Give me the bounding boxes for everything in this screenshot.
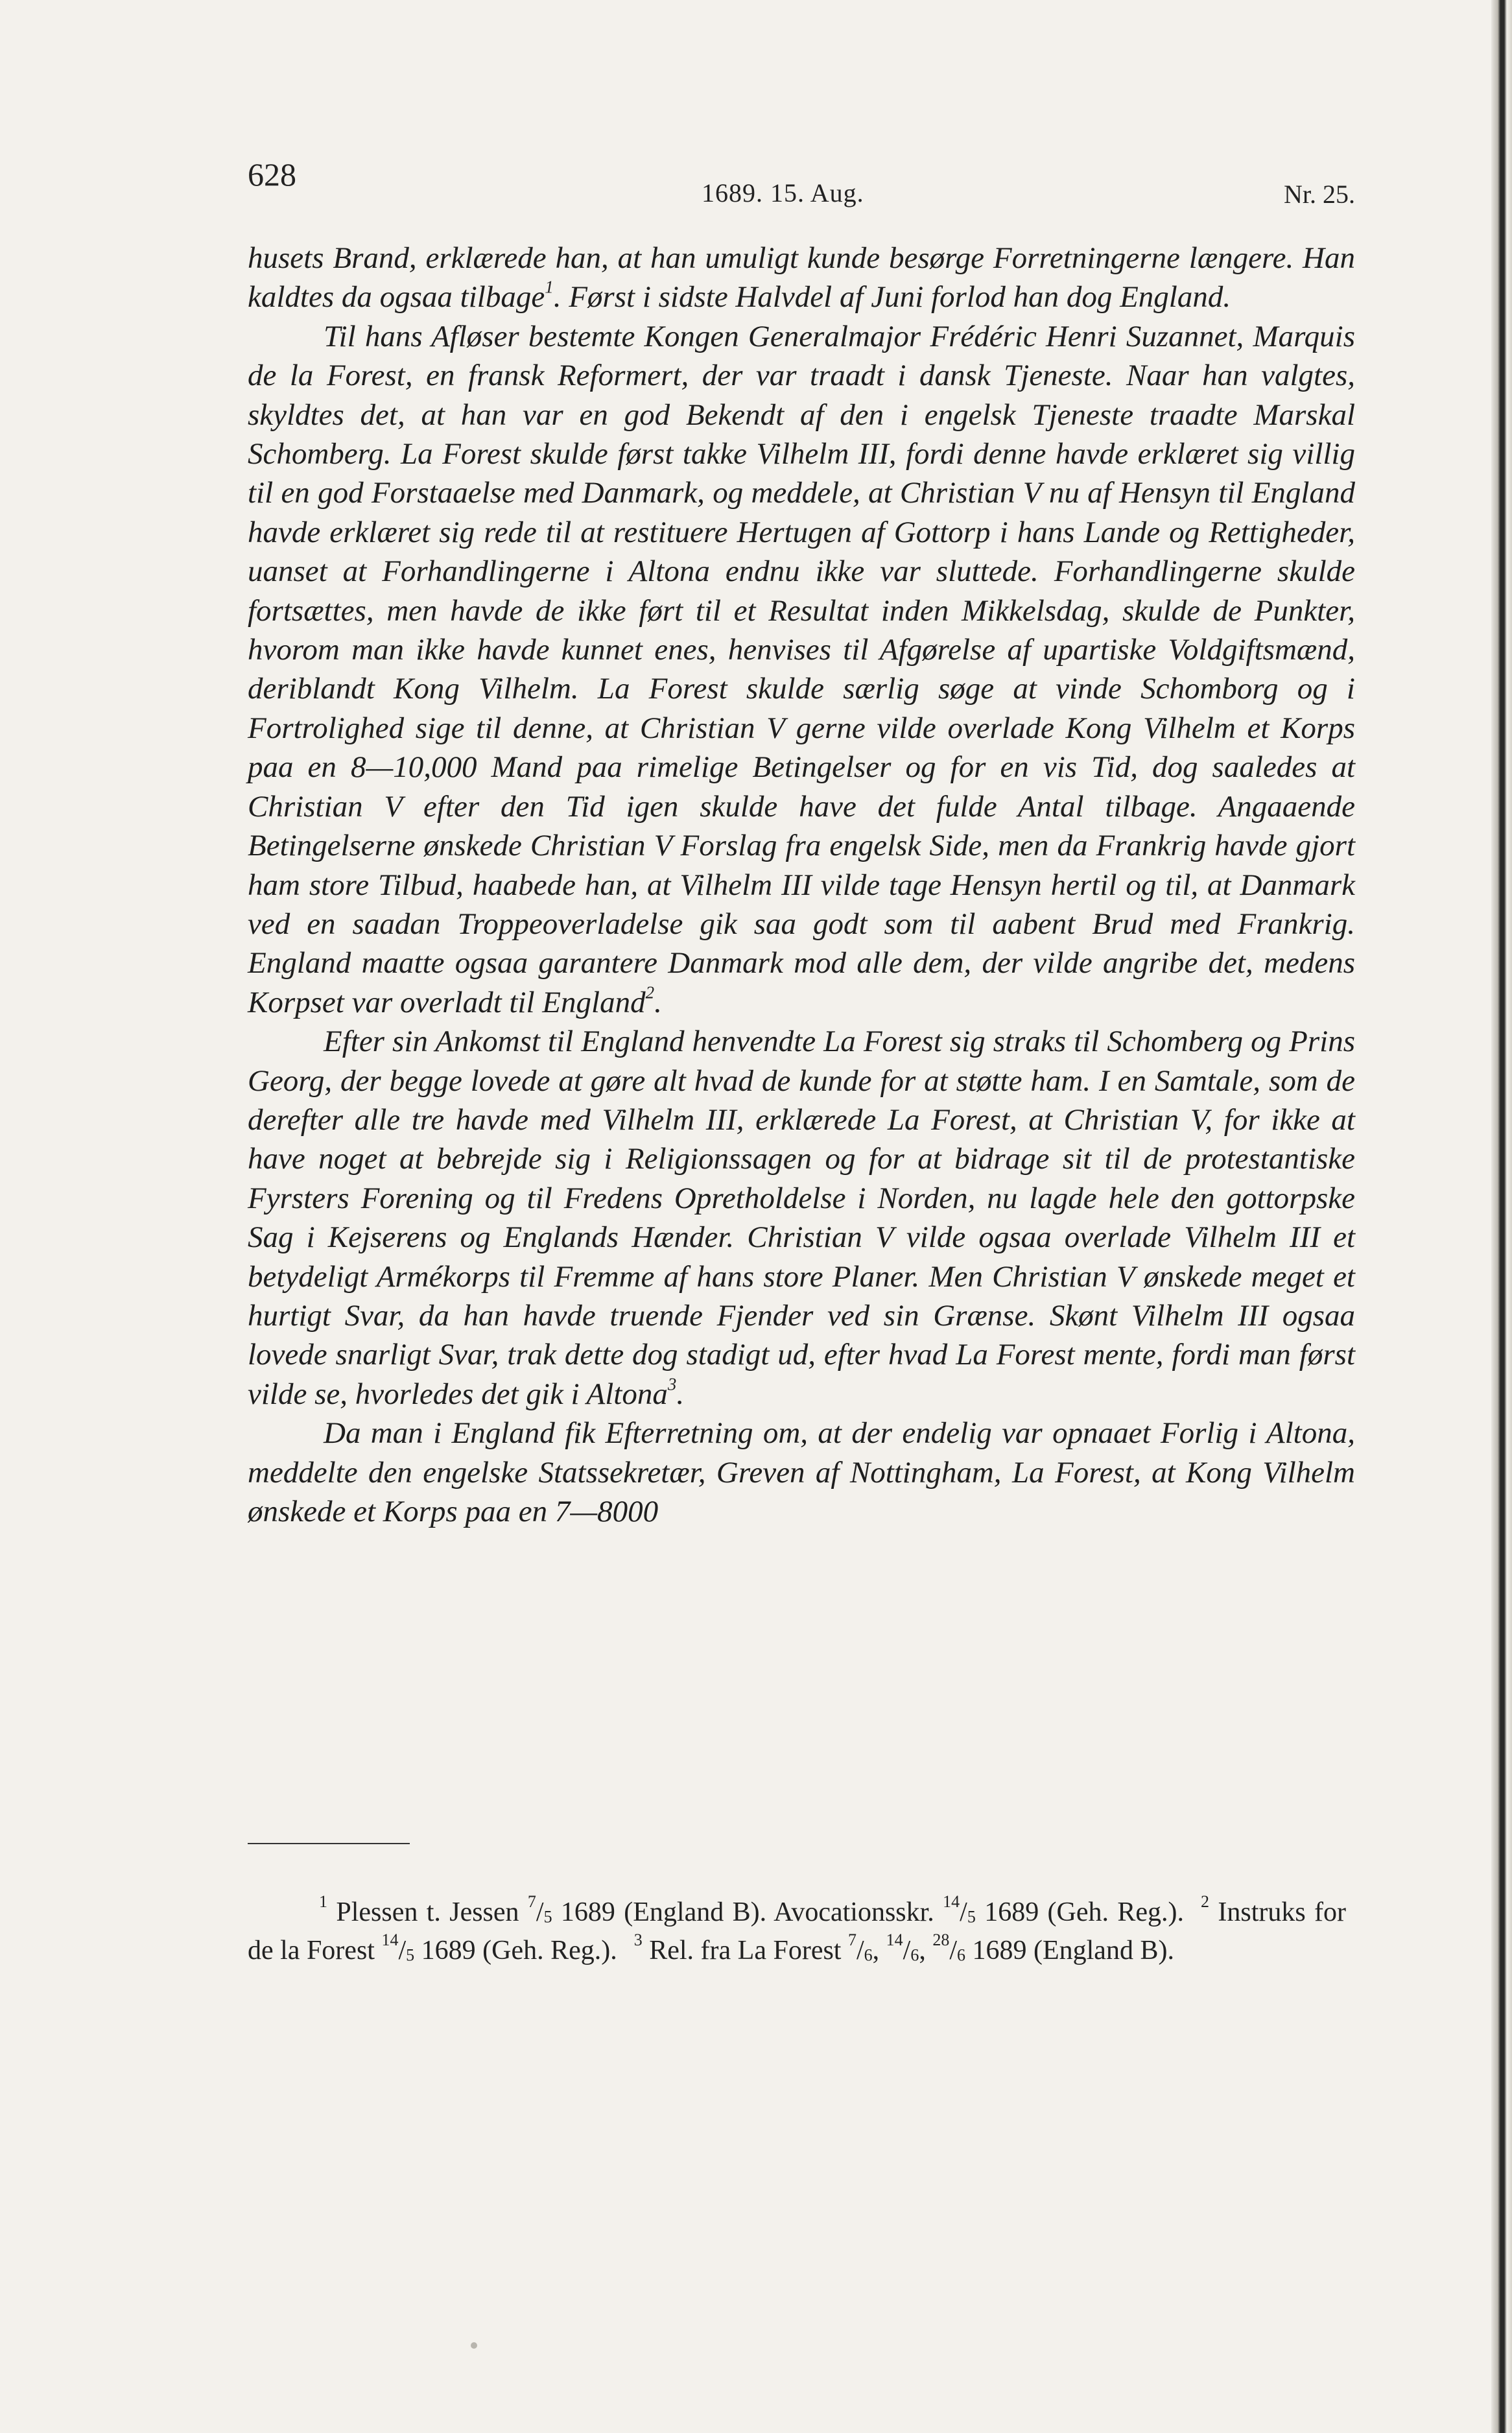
footnotes	[248, 1893, 1346, 1970]
footnote	[633, 1930, 1174, 1965]
date-day: 7	[527, 1892, 536, 1912]
footnote-text: 1689 (Geh. Reg.).	[414, 1936, 617, 1965]
text-run: . Først i sidste Halvdel af Juni forlod han dog England.	[553, 280, 1231, 315]
footnote-reference: 1	[545, 277, 554, 297]
footnote-text: 1689 (England B). Avocationsskr.	[552, 1897, 943, 1927]
date-fraction	[847, 1930, 873, 1965]
text-run: .	[654, 985, 662, 1019]
date-day: 7	[847, 1930, 856, 1950]
date-day: 14	[886, 1930, 903, 1950]
fraction-slash: /	[903, 1936, 911, 1965]
text-run: Efter sin Ankomst til England henvendte La Forest sig straks til Schomberg og Prins Georg, der begge lovede at gøre alt hvad de kunde for at støtte ham. I en Samtale, som de derefter alle tre havde med Vilhelm III, erklærede La Forest, at Christian V, for ikke at have noget at bebrejde sig i Religionssagen og for at bidrage sit til de protestantiske Fyrsters Forening og til Fredens Opretholdelse i Norden, nu lagde hele den gottorpske Sag i Kejserens og Englands Hænder. Christian V vilde ogsaa overlade Vilhelm III et betydeligt Armékorps til Fremme af hans store Planer. Men Christian V ønskede meget et hurtigt Svar, da han havde truende Fjender ved sin Grænse. Skønt Vilhelm III ogsaa lovede snarligt Svar, trak dette dog stadigt ud, efter hvad La Forest mente, fordi man først vilde se, hvorledes det gik i Altona	[248, 1025, 1355, 1411]
footnote-text: Rel. fra La Forest	[649, 1936, 848, 1965]
paragraph	[248, 1022, 1355, 1414]
footnote	[319, 1892, 1184, 1927]
paragraph	[248, 317, 1355, 1022]
fraction-slash: /	[856, 1936, 864, 1965]
date-month: 5	[543, 1907, 552, 1927]
footnote-text: ,	[919, 1936, 933, 1965]
text-run: .	[676, 1377, 685, 1411]
footnote-text: Instruks for de la Forest	[248, 1897, 1347, 1965]
date-month: 6	[910, 1945, 919, 1965]
page-number: 628	[248, 156, 296, 193]
footnote-text: 1689 (Geh. Reg.).	[975, 1897, 1184, 1927]
fraction-slash: /	[960, 1897, 967, 1927]
date-day: 28	[932, 1930, 950, 1950]
fraction-slash: /	[949, 1936, 957, 1965]
footnote-reference: 2	[645, 982, 655, 1003]
date-day: 14	[943, 1892, 960, 1912]
date-fraction	[932, 1930, 965, 1965]
footnote-mark: 2	[1201, 1892, 1209, 1912]
date-fraction	[886, 1930, 919, 1965]
paragraph	[248, 239, 1355, 317]
paragraph	[248, 1414, 1355, 1531]
footnote-text: ,	[872, 1936, 886, 1965]
footnote-text: Plessen t. Jessen	[336, 1897, 528, 1927]
footnote-text: 1689 (England B).	[965, 1936, 1174, 1965]
fraction-slash: /	[398, 1936, 407, 1965]
main-text	[248, 239, 1355, 1531]
footnote-mark: 3	[633, 1930, 643, 1950]
text-run: husets Brand, erklærede han, at han umuligt kunde besørge Forretningerne længere. Han kaldtes da ogsaa tilbage	[248, 241, 1355, 315]
date-day: 14	[381, 1930, 399, 1950]
date-fraction	[527, 1892, 552, 1927]
date-fraction	[381, 1930, 415, 1965]
date-month: 6	[957, 1945, 965, 1965]
footnote-reference: 3	[667, 1374, 677, 1394]
date-month: 6	[864, 1945, 873, 1965]
footnote-mark: 1	[319, 1892, 327, 1912]
header-date: 1689. 15. Aug.	[702, 178, 864, 208]
footnote-separator	[248, 1843, 410, 1844]
fraction-slash: /	[536, 1897, 544, 1927]
text-run: Da man i England fik Efterretning om, at der endelig var opnaaet Forlig i Altona, meddelte den engelske Statssekretær, Greven af Nottingham, La Forest, at Kong Vilhelm ønskede et Korps paa en 7—8000	[248, 1416, 1355, 1528]
page-edge	[1491, 0, 1512, 2433]
running-header	[248, 156, 1355, 214]
date-month: 5	[406, 1945, 415, 1965]
date-fraction	[943, 1892, 976, 1927]
date-month: 5	[967, 1907, 976, 1927]
text-run: Til hans Afløser bestemte Kongen Generalmajor Frédéric Henri Suzannet, Marquis de la Forest, en fransk Reformert, der var traadt i dansk Tjeneste. Naar han valgtes, skyldtes det, at han var en god Bekendt af den i engelsk Tjeneste traadte Marskal Schomberg. La Forest skulde først takke Vilhelm III, fordi denne havde erklæret sig villig til en god Forstaaelse med Danmark, og meddele, at Christian V nu af Hensyn til England havde erklæret sig rede til at restituere Hertugen af Gottorp i hans Lande og Rettigheder, uanset at Forhandlingerne i Altona endnu ikke var sluttede. Forhandlingerne skulde fortsættes, men havde de ikke ført til et Resultat inden Mikkelsdag, skulde de Punkter, hvorom man ikke havde kunnet enes, henvises til Afgørelse af upartiske Voldgiftsmænd, deriblandt Kong Vilhelm. La Forest skulde særlig søge at vinde Schomborg og i Fortrolighed sige til denne, at Christian V gerne vilde overlade Kong Vilhelm et Korps paa en 8—10,000 Mand paa rimelige Betingelser og for en vis Tid, dog saaledes at Christian V efter den Tid igen skulde have det fulde Antal tilbage. Angaaende Betingelserne ønskede Christian V Forslag fra engelsk Side, men da Frankrig havde gjort ham store Tilbud, haabede han, at Vilhelm III vilde tage Hensyn hertil og til, at Danmark ved en saadan Troppeoverladelse gik saa godt som til aabent Brud med Frankrig. England maatte ogsaa garantere Danmark mod alle dem, der vilde angribe det, medens Korpset var overladt til England	[248, 319, 1355, 1019]
paper-speck	[471, 2342, 477, 2349]
document-number: Nr. 25.	[1284, 180, 1355, 209]
